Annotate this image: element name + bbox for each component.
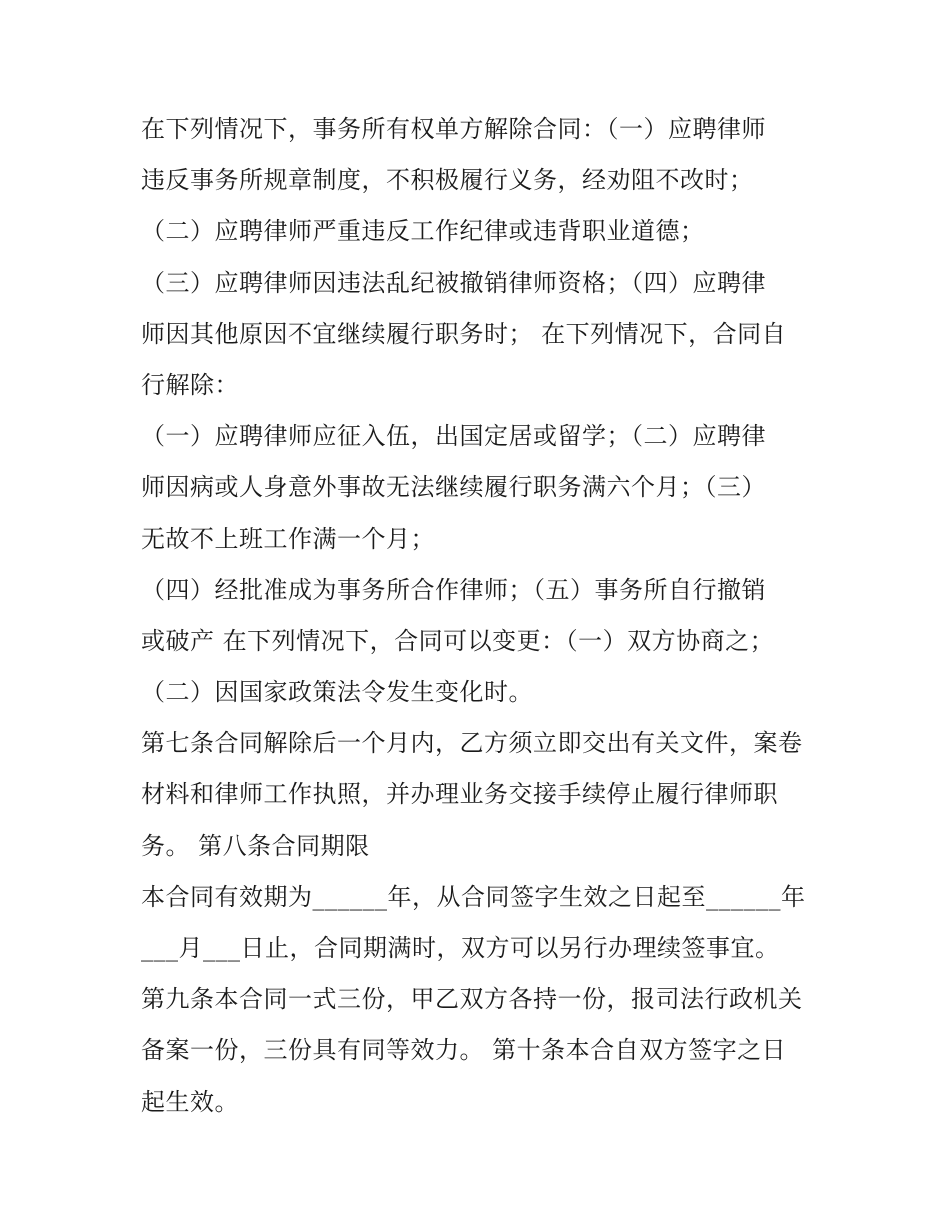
text-line: 第九条本合同一式三份，甲乙双方各持一份，报司法行政机关 (141, 985, 803, 1014)
text-line: 本合同有效期为______年，从合同签字生效之日起至______年 (141, 882, 806, 911)
text-line: 违反事务所规章制度，不积极履行义务，经劝阻不改时； (141, 166, 754, 195)
text-line: 师因其他原因不宜继续履行职务时； 在下列情况下，合同自 (141, 319, 787, 348)
text-line: 师因病或人身意外事故无法继续履行职务满六个月；（三） (141, 473, 766, 502)
text-line: 行解除： (141, 370, 239, 399)
text-line: （一）应聘律师应征入伍，出国定居或留学；（二）应聘律 (141, 422, 766, 451)
text-line: 第七条合同解除后一个月内，乙方须立即交出有关文件，案卷 (141, 729, 803, 758)
text-line: 材料和律师工作执照，并办理业务交接手续停止履行律师职 (141, 780, 778, 809)
text-line: ___月___日止，合同期满时，双方可以另行办理续签事宜。 (141, 934, 780, 962)
text-line: 或破产 在下列情况下，合同可以变更：（一）双方协商之； (141, 626, 775, 655)
text-line: 备案一份，三份具有同等效力。 第十条本合自双方签字之日 (141, 1036, 787, 1065)
text-line: 无故不上班工作满一个月； (141, 524, 435, 553)
text-line: （四）经批准成为事务所合作律师；（五）事务所自行撤销 (141, 575, 766, 604)
text-line: （二）因国家政策法令发生变化时。 (141, 678, 533, 707)
contract-text (141, 104, 831, 1128)
text-line: （三）应聘律师因违法乱纪被撤销律师资格；（四）应聘律 (141, 268, 766, 297)
text-line: 在下列情况下，事务所有权单方解除合同：（一）应聘律师 (141, 115, 766, 143)
text-line: （二）应聘律师严重违反工作纪律或违背职业道德； (141, 217, 705, 246)
text-line: 务。 第八条合同期限 (141, 831, 370, 860)
text-line: 起生效。 (141, 1087, 239, 1116)
